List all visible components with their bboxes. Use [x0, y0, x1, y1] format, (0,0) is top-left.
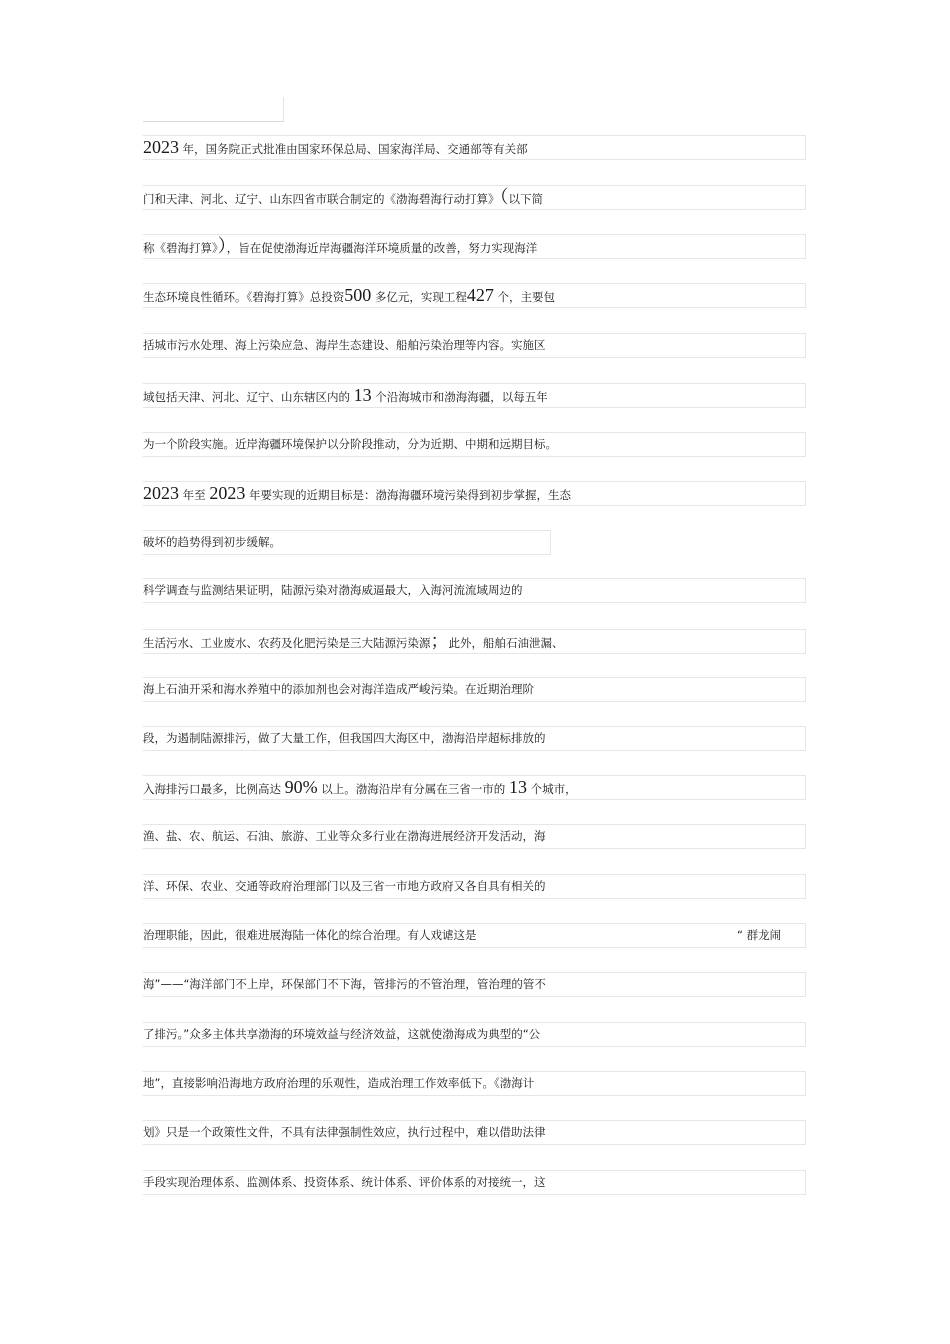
paragraph-line	[143, 436, 557, 452]
paragraph-line	[143, 1174, 546, 1190]
body-text: 个，主要包	[493, 290, 556, 304]
paragraph-line	[143, 1075, 534, 1091]
paragraph-line	[143, 976, 546, 992]
body-text: 入海排污口最多，比例高达	[143, 782, 285, 796]
body-text: 括城市污水处理、海上污染应急、海岸生态建设、船舶污染治理等内容。实施区	[143, 338, 546, 352]
body-text: 域包括天津、河北、辽宁、山东辖区内的	[143, 390, 354, 404]
body-text: 称《碧海打算》	[143, 241, 218, 255]
number-text: 13	[508, 777, 527, 797]
paragraph-line	[143, 681, 534, 697]
body-text: 以上。渤海沿岸有分属在三省一市的	[317, 782, 509, 796]
body-text: 地”，直接影响沿海地方政府治理的乐观性，造成治理工作效率低下。《渤海计	[143, 1076, 535, 1090]
paragraph-line	[143, 287, 555, 305]
paragraph-line	[143, 878, 546, 894]
number-text: 2023	[143, 137, 179, 157]
body-text: 洋、环保、农业、交通等政府治理部门以及三省一市地方政府又各自具有相关的	[143, 879, 546, 893]
body-text: 为一个阶段实施。近岸海疆环境保护以分阶段推动，分为近期、中期和远期目标。	[143, 437, 557, 451]
paragraph-line	[143, 337, 546, 353]
body-text: 多亿元，实现工程	[371, 290, 467, 304]
number-text: 90%	[284, 777, 318, 797]
paragraph-line	[143, 730, 546, 746]
number-text: 2023	[143, 483, 179, 503]
body-text: 海”——“海洋部门不上岸，环保部门不下海，管排污的不管治理，管治理的管不	[143, 977, 546, 991]
paragraph-line	[143, 238, 537, 256]
body-text: 海上石油开采和海水养殖中的添加剂也会对海洋造成严峻污染。在近期治理阶	[143, 682, 534, 696]
body-text: 个沿海城市和渤海海疆，以每五年	[371, 390, 548, 404]
body-text: 科学调查与监测结果证明，陆源污染对渤海威逼最大，入海河流流域周边的	[143, 583, 523, 597]
body-text: 生活污水、工业废水、农药及化肥污染是三大陆源污染源	[143, 636, 431, 650]
number-text: ）	[217, 236, 227, 256]
paragraph-line	[143, 828, 546, 844]
number-text: 500	[344, 285, 372, 305]
body-text: 手段实现治理体系、监测体系、投资体系、统计体系、评价体系的对接统一，这	[143, 1175, 546, 1189]
paragraph-line	[143, 387, 548, 405]
paragraph-line	[143, 485, 571, 503]
paragraph-line	[143, 534, 281, 550]
paragraph-line	[143, 1026, 540, 1042]
body-text: 段，为遏制陆源排污，做了大量工作，但我国四大海区中，渤海沿岸超标排放的	[143, 731, 546, 745]
paragraph-line	[143, 139, 528, 157]
body-text: 以下简	[508, 192, 543, 206]
number-text: 2023	[209, 483, 246, 503]
paragraph-line	[143, 927, 477, 943]
body-text: 生态环境良性循环。《碧海打算》总投资	[143, 290, 345, 304]
body-text: 破坏的趋势得到初步缓解。	[143, 535, 281, 549]
body-text: 此外，船舶石油泄漏、	[448, 636, 564, 650]
header-box	[143, 97, 284, 122]
number-text: 13	[353, 385, 372, 405]
paragraph-line	[143, 633, 564, 651]
body-text: ，旨在促使渤海近岸海疆海洋环境质量的改善，努力实现海洋	[226, 241, 538, 255]
paragraph-line	[143, 582, 523, 598]
paragraph-line	[143, 1124, 546, 1140]
body-text: 门和天津、河北、辽宁、山东四省市联合制定的《渤海碧海行动打算》	[143, 192, 500, 206]
body-text: 了排污。”众多主体共享渤海的环境效益与经济效益，这就使渤海成为典型的“公	[143, 1027, 541, 1041]
body-text: 年至	[179, 488, 210, 502]
paragraph-line	[143, 189, 543, 207]
body-text: 划》只是一个政策性文件，不具有法律强制性效应，执行过程中，难以借助法律	[143, 1125, 546, 1139]
body-text: 年，国务院正式批准由国家环保总局、国家海洋局、交通部等有关部	[179, 142, 528, 156]
number-text: ；	[430, 631, 449, 651]
body-text: 治理职能，因此，很难进展海陆一体化的综合治理。有人戏谑这是	[143, 928, 477, 942]
right-aligned-text: “ 群龙闹	[737, 928, 782, 942]
number-text: （	[499, 187, 509, 207]
paragraph-line	[143, 779, 577, 797]
number-text: 427	[466, 285, 494, 305]
body-text: 年要实现的近期目标是：渤海海疆环境污染得到初步掌握，生态	[245, 488, 571, 502]
body-text: 渔、盐、农、航运、石油、旅游、工业等众多行业在渤海进展经济开发活动，海	[143, 829, 546, 843]
body-text: 个城市，	[526, 782, 577, 796]
